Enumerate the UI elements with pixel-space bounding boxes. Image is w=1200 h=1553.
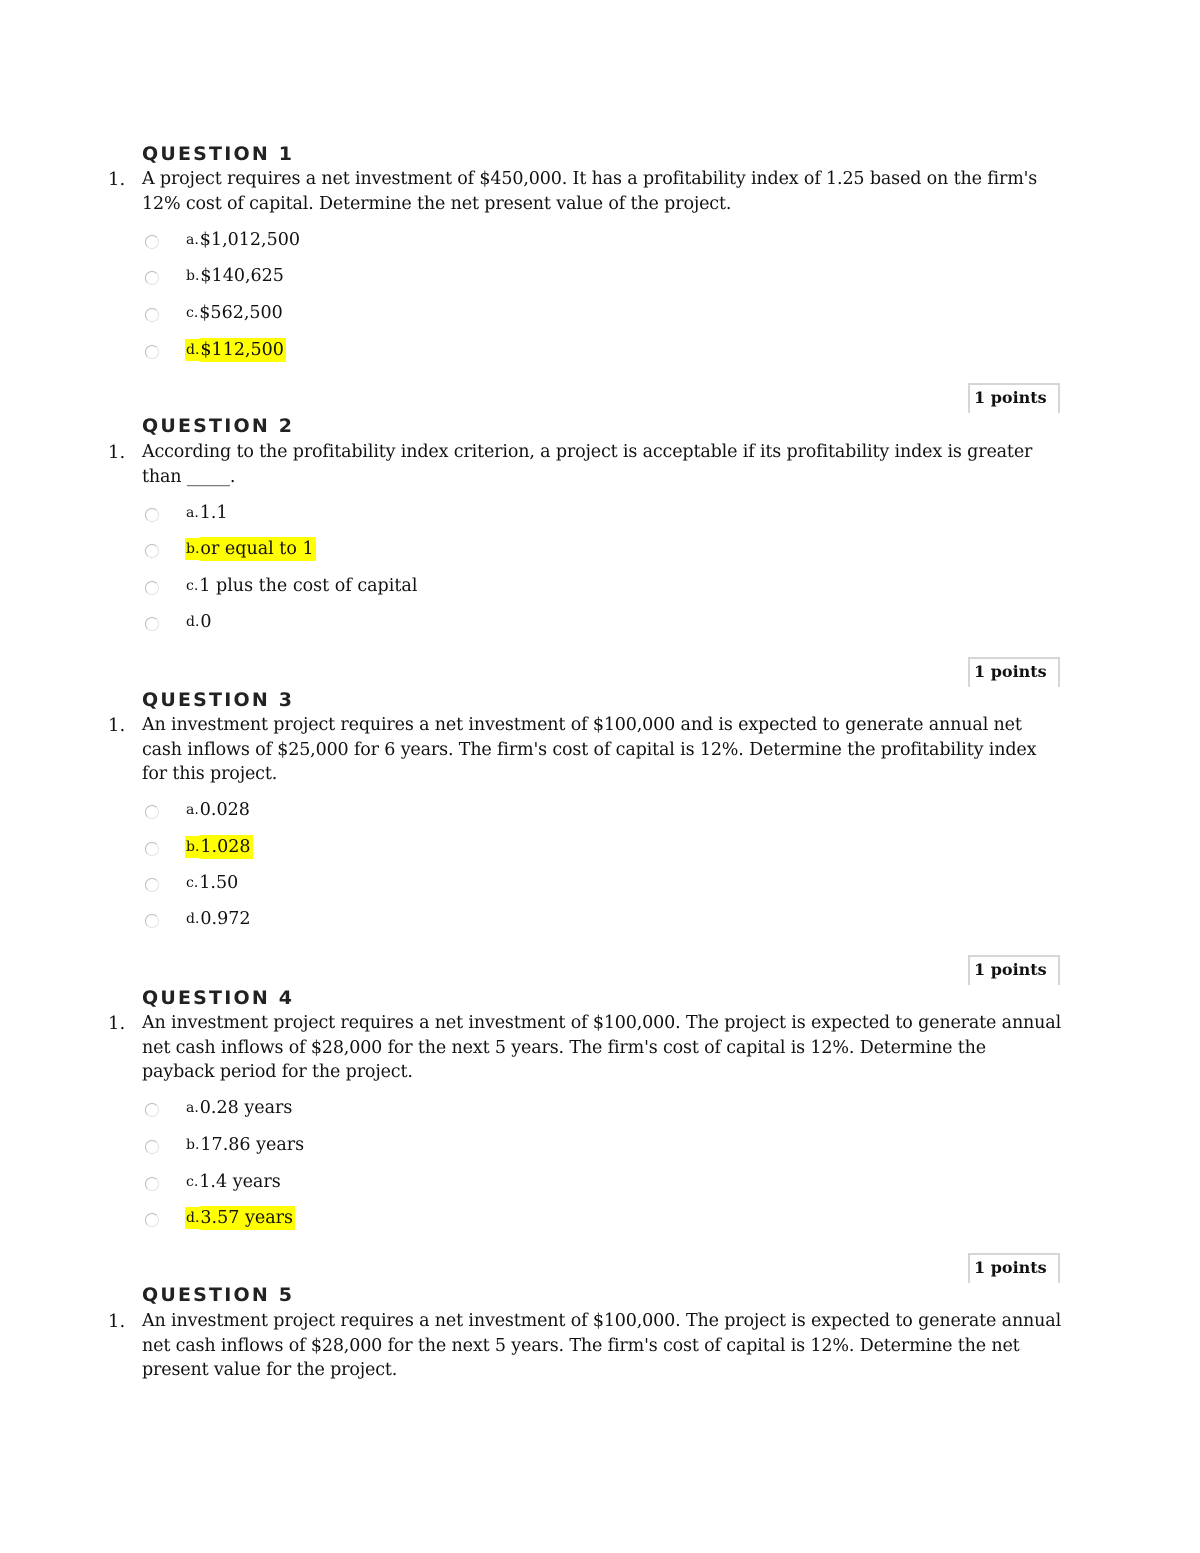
radio-button[interactable] — [145, 235, 159, 249]
answer-option-c[interactable] — [145, 573, 419, 599]
option-text: 1.50 — [199, 873, 239, 893]
points-label: 1 points — [974, 1258, 1047, 1277]
radio-button[interactable] — [145, 308, 159, 322]
option-text: 1.1 — [199, 503, 228, 523]
question-heading: QUESTION 1 — [142, 143, 295, 165]
option-letter: d. — [186, 614, 200, 630]
answer-option-d[interactable] — [145, 609, 214, 635]
points-box — [968, 657, 1060, 687]
option-letter: a. — [186, 232, 199, 248]
answer-option-c[interactable] — [145, 870, 240, 896]
option-text: 0.028 — [199, 800, 250, 820]
option-text-highlighted: 1.028 — [200, 837, 251, 857]
option-text: 0.972 — [200, 909, 251, 929]
option-letter: b. — [186, 1137, 200, 1153]
option-letter: a. — [186, 1100, 199, 1116]
option-letter: c. — [186, 578, 199, 594]
radio-button[interactable] — [145, 878, 159, 892]
option-text: $140,625 — [200, 266, 284, 286]
answer-option-a[interactable] — [145, 1095, 294, 1121]
option-text-highlighted: $112,500 — [200, 340, 284, 360]
question-number: 1. — [108, 1311, 126, 1332]
question-text: A project requires a net investment of $450,000. It has a profitability index of 1.25 based on the firm's 12% cost of capital. Determine the net present value of the project. — [142, 169, 1038, 214]
question-heading: QUESTION 5 — [142, 1284, 295, 1306]
radio-button[interactable] — [145, 345, 159, 359]
question-number: 1. — [108, 169, 126, 190]
points-box — [968, 1253, 1060, 1283]
answer-option-d[interactable] — [145, 1205, 295, 1231]
option-text-highlighted: or equal to 1 — [200, 539, 314, 559]
question-text: According to the profitability index criterion, a project is acceptable if its profitability index is greater than _____. — [142, 442, 1033, 487]
radio-button[interactable] — [145, 1177, 159, 1191]
option-text: 1.4 years — [199, 1172, 281, 1192]
radio-button[interactable] — [145, 1213, 159, 1227]
option-text: $1,012,500 — [199, 230, 300, 250]
option-letter: a. — [186, 505, 199, 521]
radio-button[interactable] — [145, 271, 159, 285]
points-label: 1 points — [974, 960, 1047, 979]
answer-option-b[interactable] — [145, 1132, 306, 1158]
answer-option-a[interactable] — [145, 797, 252, 823]
radio-button[interactable] — [145, 842, 159, 856]
radio-button[interactable] — [145, 508, 159, 522]
option-letter-highlighted: d. — [185, 339, 200, 361]
answer-option-b[interactable] — [145, 834, 253, 860]
answer-option-c[interactable] — [145, 300, 285, 326]
question-number: 1. — [108, 715, 126, 736]
answer-option-c[interactable] — [145, 1169, 283, 1195]
answer-option-a[interactable] — [145, 500, 230, 526]
option-letter: d. — [186, 911, 200, 927]
option-letter-highlighted: b. — [185, 836, 200, 858]
answer-option-d[interactable] — [145, 337, 286, 363]
option-text: $562,500 — [199, 303, 283, 323]
radio-button[interactable] — [145, 914, 159, 928]
radio-button[interactable] — [145, 1103, 159, 1117]
option-letter: c. — [186, 1174, 199, 1190]
question-text: An investment project requires a net investment of $100,000 and is expected to generate annual net cash inflows of $25,000 for 6 years. The firm's cost of capital is 12%. Determine the profitability index for this project. — [142, 715, 1037, 784]
answer-option-a[interactable] — [145, 227, 302, 253]
option-letter-highlighted: b. — [185, 538, 200, 560]
option-text: 0.28 years — [199, 1098, 293, 1118]
option-text: 0 — [200, 612, 212, 632]
question-number: 1. — [108, 1013, 126, 1034]
points-box — [968, 955, 1060, 985]
question-heading: QUESTION 4 — [142, 987, 295, 1009]
answer-option-d[interactable] — [145, 906, 253, 932]
option-text-highlighted: 3.57 years — [200, 1208, 293, 1228]
radio-button[interactable] — [145, 617, 159, 631]
points-box — [968, 383, 1060, 413]
question-number: 1. — [108, 442, 126, 463]
radio-button[interactable] — [145, 1140, 159, 1154]
option-letter: b. — [186, 268, 200, 284]
question-text: An investment project requires a net investment of $100,000. The project is expected to generate annual net cash inflows of $28,000 for the next 5 years. The firm's cost of capital is 12%. Determine the net present value for the project. — [142, 1311, 1062, 1380]
radio-button[interactable] — [145, 805, 159, 819]
question-text: An investment project requires a net investment of $100,000. The project is expected to generate annual net cash inflows of $28,000 for the next 5 years. The firm's cost of capital is 12%. Determine the payback period for the project. — [142, 1013, 1062, 1082]
answer-option-b[interactable] — [145, 263, 286, 289]
answer-option-b[interactable] — [145, 536, 316, 562]
option-letter: c. — [186, 305, 199, 321]
option-text: 1 plus the cost of capital — [199, 576, 418, 596]
radio-button[interactable] — [145, 544, 159, 558]
radio-button[interactable] — [145, 581, 159, 595]
option-letter: c. — [186, 875, 199, 891]
points-label: 1 points — [974, 662, 1047, 681]
points-label: 1 points — [974, 388, 1047, 407]
option-text: 17.86 years — [200, 1135, 305, 1155]
option-letter: a. — [186, 802, 199, 818]
question-heading: QUESTION 2 — [142, 415, 295, 437]
question-heading: QUESTION 3 — [142, 689, 295, 711]
option-letter-highlighted: d. — [185, 1207, 200, 1229]
